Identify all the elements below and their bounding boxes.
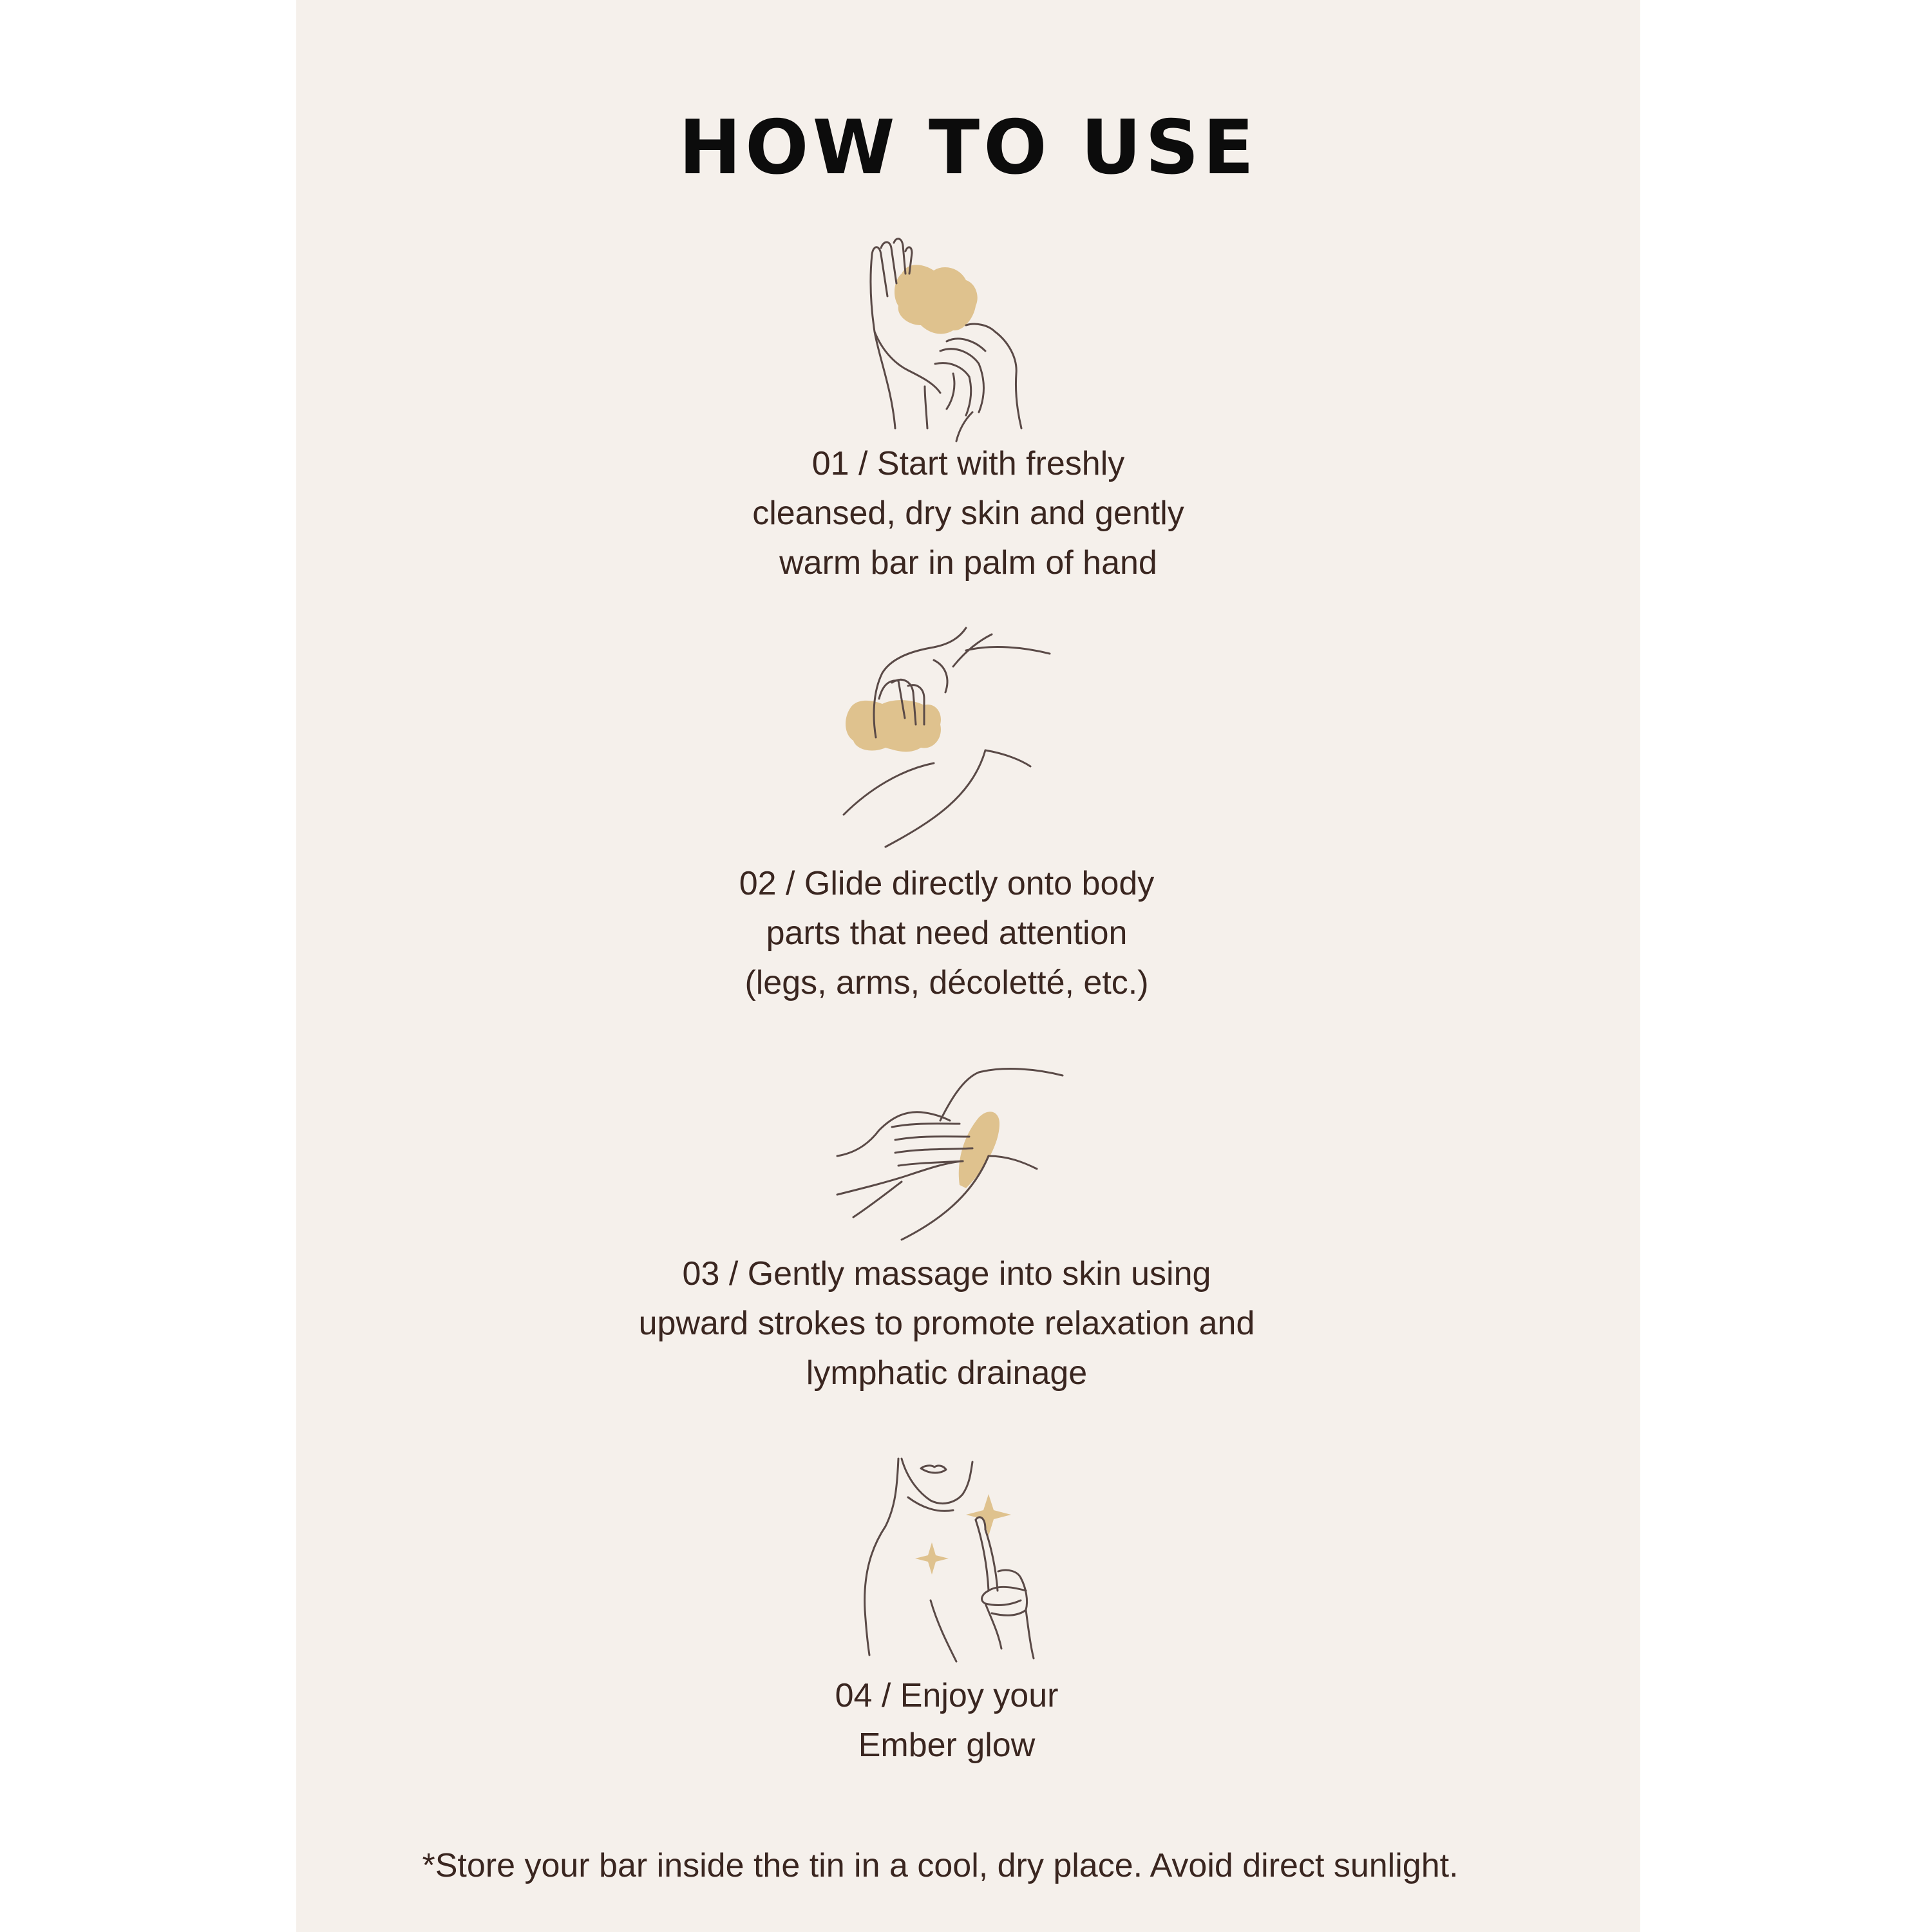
step-3-text (296, 1249, 1597, 1398)
step-2-line-1: 02 / Glide directly onto body (739, 865, 1155, 902)
step-4-text (296, 1671, 1597, 1770)
hand-massaging-skin-icon (831, 1066, 1063, 1246)
step-1-line-1: 01 / Start with freshly (811, 445, 1125, 482)
step-3-line-3: lymphatic drainage (806, 1354, 1088, 1392)
step-3-line-1: 03 / Gently massage into skin using (682, 1255, 1211, 1293)
storage-note: *Store your bar inside the tin in a cool, dry place. Avoid direct sunlight. (422, 1847, 1459, 1884)
step-4-line-1: 04 / Enjoy your (835, 1677, 1059, 1714)
step-1-line-3: warm bar in palm of hand (779, 544, 1157, 582)
step-1-text (296, 439, 1640, 588)
hand-gliding-bar-icon (837, 621, 1056, 853)
step-2-line-2: parts that need attention (766, 914, 1128, 952)
step-4-line-2: Ember glow (858, 1727, 1036, 1764)
step-1-line-2: cleansed, dry skin and gently (752, 495, 1184, 532)
step-3-line-2: upward strokes to promote relaxation and (638, 1305, 1255, 1342)
hand-holding-bar-icon (863, 235, 1056, 441)
glowing-shoulder-icon (860, 1455, 1079, 1668)
page-title: HOW TO USE (678, 104, 1258, 191)
how-to-use-card (296, 0, 1640, 1932)
step-2-line-3: (legs, arms, décoletté, etc.) (744, 964, 1149, 1001)
step-2-text (296, 859, 1597, 1008)
